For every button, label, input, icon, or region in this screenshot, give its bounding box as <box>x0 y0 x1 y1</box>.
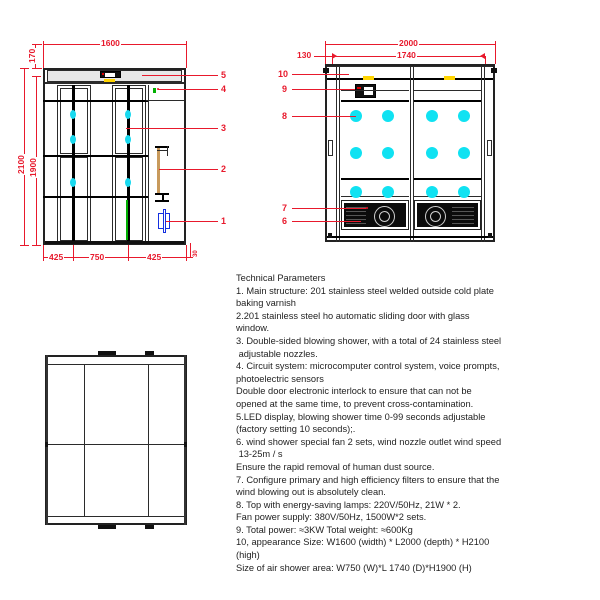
specs-line: 9. Total power: ≈3KW Total weight: ≈600Kg <box>236 524 413 535</box>
callout-number-9: 9 <box>282 84 288 94</box>
specs-line: 13-25m / s <box>236 449 283 460</box>
callout-line-7 <box>292 208 366 209</box>
base-plinth <box>45 241 184 244</box>
nozzle <box>458 147 470 159</box>
dim-ext <box>32 44 42 45</box>
fan-louver <box>452 219 474 220</box>
fan-louver <box>452 211 474 212</box>
specs-line: photoelectric sensors <box>236 373 324 384</box>
dim-ext <box>325 44 326 64</box>
jamb-left <box>336 66 337 242</box>
dim-ext <box>20 68 29 69</box>
specs-line: adjustable nozzles. <box>236 348 318 359</box>
nozzle <box>426 147 438 159</box>
specs-line: wind blowing out is absolutely clean. <box>236 487 386 498</box>
callout-number-10: 10 <box>278 69 289 79</box>
tie-line-mid <box>43 155 148 157</box>
callout-number-8: 8 <box>282 111 288 121</box>
specs-line: window. <box>236 323 270 334</box>
nozzle <box>382 147 394 159</box>
compartment-divider <box>148 85 149 243</box>
nozzle <box>458 186 470 198</box>
nozzle <box>70 135 76 144</box>
nozzle <box>458 110 470 122</box>
air-shower-front-view <box>0 0 240 275</box>
nozzle-panel-bottom-right <box>414 178 481 180</box>
specs-line: 2.201 stainless steel ho automatic sliding door with glass <box>236 310 470 321</box>
ceiling-lamp-right <box>444 76 455 80</box>
tie-line-upper <box>43 100 148 102</box>
panel-display <box>105 73 115 77</box>
callout-line-9 <box>292 89 355 90</box>
fan-louver <box>452 215 474 216</box>
callout-line-3 <box>126 128 218 129</box>
callout-number-2: 2 <box>221 164 227 174</box>
nozzle <box>426 186 438 198</box>
primary-filter <box>157 148 160 193</box>
plan-hardware-top-right <box>145 351 154 355</box>
nozzle <box>426 110 438 122</box>
plan-bottom-rail <box>46 516 186 517</box>
dim-ext-base <box>190 243 191 257</box>
plan-mullion-left <box>84 364 85 516</box>
filter-bracket <box>157 150 167 151</box>
tie-line-lower <box>43 196 148 198</box>
duct-riser <box>162 193 164 201</box>
handle-left[interactable] <box>328 140 333 156</box>
callout-line-10 <box>292 74 349 75</box>
nozzle <box>125 135 131 144</box>
plan-hardware-bottom-right <box>145 525 154 529</box>
specs-line: 4. Circuit system: microcomputer control system, voice prompts, <box>236 361 500 372</box>
filter-frame-right <box>167 146 168 156</box>
fan-louver <box>346 223 366 224</box>
specs-line: 5.LED display, blowing shower time 0-99 seconds adjustable <box>236 411 486 422</box>
fan-louver <box>346 211 366 212</box>
nozzle <box>125 110 131 119</box>
specs-line: Double door electronic interlock to ensure that can not be <box>236 386 472 397</box>
callout-line-8 <box>292 116 356 117</box>
dim-label-overall-depth: 2000 <box>399 38 418 48</box>
panel-display <box>364 87 373 95</box>
handle-right[interactable] <box>487 140 492 156</box>
plan-mullion-right <box>148 364 149 516</box>
specs-line: 8. Top with energy-saving lamps: 220V/50Hz, 21W * 2. <box>236 499 461 510</box>
dim-label-door-width: 750 <box>90 252 105 262</box>
jamb-right-2 <box>484 66 485 242</box>
nozzle <box>350 147 362 159</box>
dim-ext <box>32 76 41 77</box>
callout-dot-4 <box>157 88 159 90</box>
hinge-left <box>323 68 329 73</box>
specs-line: baking varnish <box>236 298 296 309</box>
callout-number-7: 7 <box>282 203 288 213</box>
nozzle <box>382 186 394 198</box>
dim-label-inner-depth: 1740 <box>397 50 416 60</box>
dim-ext <box>32 245 41 246</box>
dim-line-bottom-chain <box>43 257 193 258</box>
plan-edge-left <box>46 355 48 525</box>
dim-ext <box>32 68 42 69</box>
dim-ext <box>128 245 129 257</box>
callout-number-1: 1 <box>221 216 227 226</box>
photoelectric-sensor-indicator <box>153 88 156 93</box>
dim-ext <box>73 245 74 257</box>
fan-louver <box>346 215 366 216</box>
dim-label-overall-width: 1600 <box>101 38 120 48</box>
hinge-right <box>491 68 497 73</box>
dim-ext <box>20 245 29 246</box>
callout-number-4: 4 <box>221 84 227 94</box>
dim-ext <box>43 245 44 257</box>
foot-right <box>488 233 492 238</box>
dim-label-offset: 130 <box>297 50 312 60</box>
callout-number-5: 5 <box>221 70 227 80</box>
nozzle-panel-sill-left <box>341 90 409 91</box>
dim-label-right-panel: 425 <box>147 252 162 262</box>
header-band-edge <box>45 82 184 84</box>
base-rail <box>327 236 493 238</box>
callout-line-2 <box>159 169 218 170</box>
callout-dot-7 <box>366 207 368 209</box>
plan-mid-rail <box>45 444 187 445</box>
dim-label-left-panel: 425 <box>49 252 64 262</box>
lamp-indicator <box>104 79 115 82</box>
dim-label-overall-height: 2100 <box>16 155 26 174</box>
specs-line: 7. Configure primary and high efficiency filters to ensure that the <box>236 474 500 485</box>
nozzle <box>350 186 362 198</box>
dim-label-top-band: 170 <box>27 48 37 63</box>
dim-ext <box>495 44 496 64</box>
plan-top-rail <box>46 364 186 365</box>
nozzle-column-left <box>72 85 75 243</box>
specs-line: 1. Main structure: 201 stainless steel welded outside cold plate <box>236 285 494 296</box>
specs-line: Ensure the rapid removal of human dust source. <box>236 461 435 472</box>
air-shower-side-view <box>270 0 600 275</box>
fan-impeller-hub-right <box>430 211 441 222</box>
jamb-left-2 <box>339 66 340 242</box>
specs-line: Size of air shower area: W750 (W)*L 1740 (D)*H1900 (H) <box>236 562 472 573</box>
plan-joint-right <box>184 442 187 447</box>
dim-label-base: 30 <box>193 250 199 257</box>
nozzle <box>125 178 131 187</box>
specs-line: (high) <box>236 550 260 561</box>
panel-led-indicator <box>102 73 104 75</box>
foot-left <box>328 233 332 238</box>
fan-louver <box>346 219 366 220</box>
air-shower-plan-view <box>0 330 240 560</box>
plan-hardware-bottom-center <box>98 525 116 529</box>
nozzle <box>70 178 76 187</box>
fan-shelf-right <box>414 196 481 197</box>
specs-line: 6. wind shower special fan 2 sets, wind nozzle outlet wind speed <box>236 436 502 447</box>
plan-joint-left <box>45 442 48 447</box>
callout-number-3: 3 <box>221 123 227 133</box>
nozzle-panel-bottom-left <box>341 178 409 180</box>
center-mullion <box>410 66 411 242</box>
callout-number-6: 6 <box>282 216 288 226</box>
nozzle <box>70 110 76 119</box>
fan-louver <box>452 223 474 224</box>
nozzle-panel-top-left <box>341 100 409 102</box>
panel-led-indicator <box>357 87 361 89</box>
nozzle <box>382 110 394 122</box>
ceiling-lamp-left <box>363 76 374 80</box>
callout-line-6 <box>292 221 361 222</box>
callout-line-1 <box>166 221 218 222</box>
fan-impeller-hub-left <box>379 211 390 222</box>
dim-ext <box>43 44 44 68</box>
dim-ext <box>186 44 187 68</box>
specs-line: 10, appearance Size: W1600 (width) * L2000 (depth) * H2100 <box>236 537 490 548</box>
callout-line-4 <box>158 89 218 90</box>
specs-line: (factory setting 10 seconds);. <box>236 424 356 435</box>
specs-line: opened at the same time, to prevent cross-contamination. <box>236 398 474 409</box>
dim-label-inner-height: 1900 <box>28 158 38 177</box>
plan-hardware-top-center <box>98 351 116 355</box>
technical-parameters-block <box>236 272 596 574</box>
fan-louver <box>452 207 474 208</box>
photoelectric-sensor <box>126 200 128 240</box>
callout-line-5 <box>142 75 218 76</box>
plan-edge-right <box>184 355 186 525</box>
specs-line: Fan power supply: 380V/50Hz, 1500W*2 sets. <box>236 512 427 523</box>
nozzle-panel-sill-right <box>414 90 481 91</box>
jamb-right <box>481 66 482 242</box>
specs-title: Technical Parameters <box>236 273 326 283</box>
dim-line-offset-130 <box>314 56 332 57</box>
plan-outer-frame <box>45 355 187 525</box>
nozzle-panel-top-right <box>414 100 481 102</box>
specs-line: 3. Double-sided blowing shower, with a total of 24 stainless steel <box>236 335 502 346</box>
tie-line-top-right <box>146 100 184 101</box>
dim-ext <box>186 245 187 257</box>
